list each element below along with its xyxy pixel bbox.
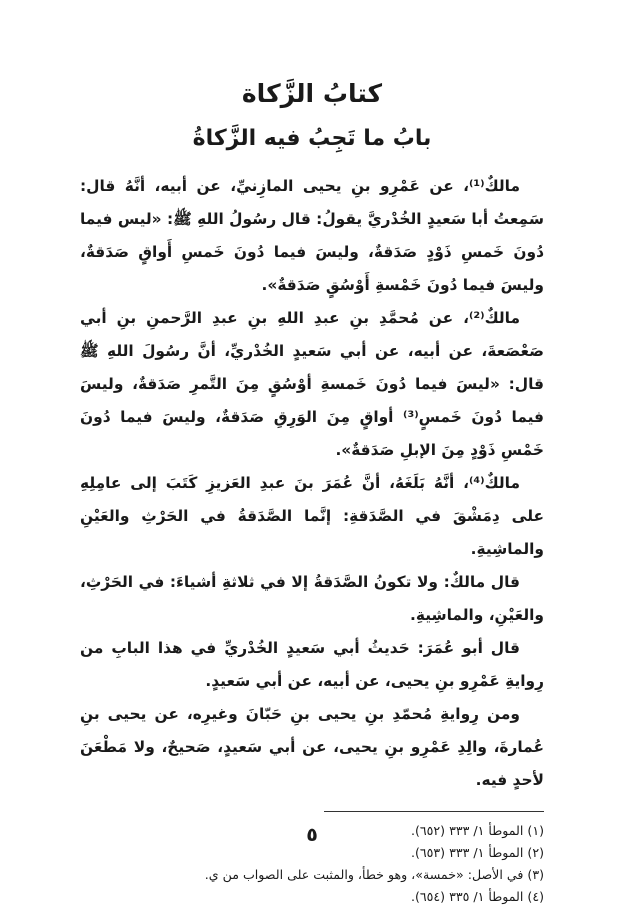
footnote-1: (١) الموطأ ١/ ٣٣٣ (٦٥٢). [410,823,544,838]
footnote-divider [324,811,544,812]
footnote-3: (٣) في الأصل: «خمسة»، وهو خطأ، والمثبت على الصواب من ي. [204,867,544,882]
page-number: ٥ [306,824,318,846]
paragraph-hadith-2: مالكٌ⁽²⁾، عن مُحمَّدِ بنِ عبدِ اللهِ بنِ عبدِ الرَّحمنِ بنِ أبي صَعْصَعةَ، عن أبيه، عن أبي سَعيدٍ الخُدْريِّ، أنَّ رسُولَ اللهِ ﷺ قال: «ليسَ فيما دُونَ خَمسةِ أوْسُقٍ مِنَ التَّمرِ صَدَقةٌ، وليسَ فيما دُونَ خَمسٍ⁽³⁾ أواقٍ مِنَ الوَرِقِ صَدَقةٌ، وليسَ فيما دُونَ خَمْسِ ذَوْدٍ مِنَ الإبلِ صَدَقةٌ». [80,309,545,459]
book-title: كتابُ الزَّكاة [241,79,383,108]
footnote-2: (٢) الموطأ ١/ ٣٣٣ (٦٥٣). [410,845,544,860]
main-text [80,170,544,797]
footnote-4: (٤) الموطأ ١/ ٣٣٥ (٦٥٤). [410,889,544,904]
paragraph-malik-comment: قال مالكٌ: ولا تكونُ الصَّدَقةُ إلا في ثلاثةِ أشياءَ: في الحَرْثِ، والعَيْنِ، والماشِيةِ. [80,573,544,624]
paragraph-hadith-3: مالكٌ⁽⁴⁾، أنَّهُ بَلَغَهُ، أنَّ عُمَرَ بنَ عبدِ العَزيزِ كَتَبَ إلى عامِلِهِ على دِمَشْقَ في الصَّدَقةِ: إنَّما الصَّدَقةُ في الحَرْثِ والعَيْنِ والماشِيةِ. [80,474,544,558]
chapter-title: بابُ ما تَجِبُ فيه الزَّكاةُ [192,126,432,151]
paragraph-hadith-1: مالكٌ⁽¹⁾، عن عَمْرِو بنِ يحيى المازِنيِّ، عن أبيه، أنَّهُ قال: سَمِعتُ أبا سَعيدٍ الخُدْريَّ يقولُ: قال رسُولُ اللهِ ﷺ: «ليس فيما دُونَ خَمسِ ذَوْدٍ صَدَقةٌ، وليسَ فيما دُونَ خَمسِ أَواقٍ صَدَقةٌ، وليسَ فيما دُونَ خَمْسةِ أَوْسُقٍ صَدَقةٌ». [80,177,544,294]
paragraph-abu-umar-2: ومن رِوايةِ مُحمّدِ بنِ يحيى بنِ حَبّانَ وغيرِه، عن يحيى بنِ عُمارةَ، والِدِ عَمْرِو بنِ يحيى، عن أبي سَعيدٍ، صَحيحٌ، ولا مَطْعَنَ لأحدٍ فيه. [80,705,544,789]
paragraph-abu-umar-1: قال أبو عُمَرَ: حَديثُ أبي سَعيدٍ الخُدْريِّ في هذا البابِ من رِوايةِ عَمْرِو بنِ يحيى، عن أبيه، عن أبي سَعيدٍ. [80,639,544,690]
